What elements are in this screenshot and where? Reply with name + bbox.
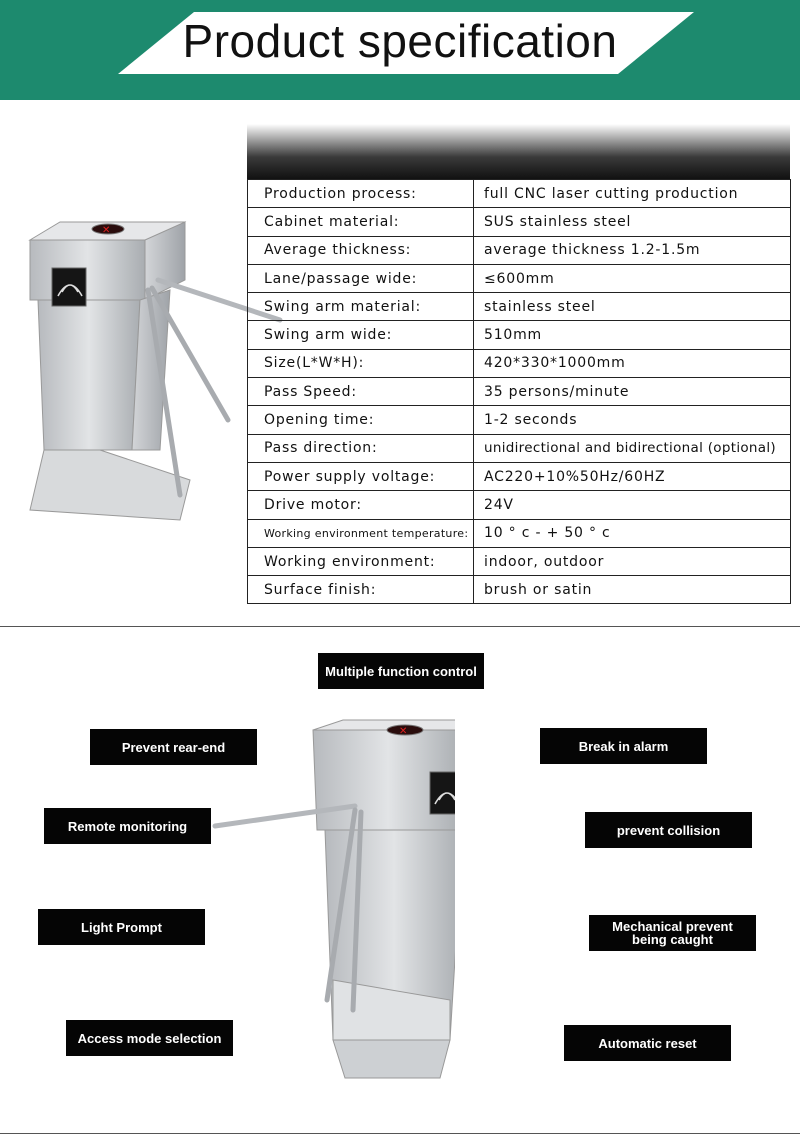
spec-label: Production process: [248,180,474,208]
spec-value: stainless steel [474,293,791,321]
spec-row [248,236,791,264]
label-prevent-rear-end: Prevent rear-end [90,729,257,765]
section-divider [0,626,800,627]
spec-label: Size(L*W*H): [248,349,474,377]
turnstile-image-bottom [205,710,455,1080]
spec-label: Pass Speed: [248,378,474,406]
spec-value: full CNC laser cutting production [474,180,791,208]
label-mechanical-prevent: Mechanical prevent being caught [589,915,756,951]
spec-row [248,547,791,575]
spec-value: ≤600mm [474,264,791,292]
spec-label: Surface finish: [248,576,474,604]
spec-value: unidirectional and bidirectional (optional) [474,434,791,462]
spec-row [248,349,791,377]
spec-row [248,378,791,406]
spec-row [248,293,791,321]
spec-label: Swing arm material: [248,293,474,321]
label-multiple-function-control: Multiple function control [318,653,484,689]
svg-text:✕: ✕ [399,726,408,737]
spec-value: 24V [474,491,791,519]
spec-row [248,576,791,604]
spec-row [248,180,791,208]
spec-value: 1-2 seconds [474,406,791,434]
spec-label: Working environment temperature: [248,519,474,547]
spec-row [248,264,791,292]
spec-label: Swing arm wide: [248,321,474,349]
spec-row [248,491,791,519]
spec-value: indoor, outdoor [474,547,791,575]
page-title: Product specification [182,15,618,67]
spec-label: Opening time: [248,406,474,434]
bottom-divider [0,1133,800,1134]
spec-label: Lane/passage wide: [248,264,474,292]
spec-label: Pass direction: [248,434,474,462]
label-prevent-collision: prevent collision [585,812,752,848]
spec-value: 35 persons/minute [474,378,791,406]
spec-table-header-bar [247,124,790,179]
spec-row [248,208,791,236]
spec-label: Average thickness: [248,236,474,264]
label-access-mode-selection: Access mode selection [66,1020,233,1056]
spec-value: AC220+10%50Hz/60HZ [474,462,791,490]
label-break-in-alarm: Break in alarm [540,728,707,764]
spec-row [248,462,791,490]
spec-label: Drive motor: [248,491,474,519]
label-automatic-reset: Automatic reset [564,1025,731,1061]
spec-table [247,179,791,604]
spec-value: 510mm [474,321,791,349]
spec-row [248,434,791,462]
label-light-prompt: Light Prompt [38,909,205,945]
svg-text:✕: ✕ [102,225,111,236]
spec-label: Power supply voltage: [248,462,474,490]
spec-value: brush or satin [474,576,791,604]
spec-row [248,519,791,547]
spec-table-container [247,124,790,604]
spec-value: 420*330*1000mm [474,349,791,377]
spec-value: SUS stainless steel [474,208,791,236]
spec-row [248,406,791,434]
spec-row [248,321,791,349]
spec-value: average thickness 1.2-1.5m [474,236,791,264]
spec-value: 10 ° c - + 50 ° c [474,519,791,547]
spec-label: Cabinet material: [248,208,474,236]
label-remote-monitoring: Remote monitoring [44,808,211,844]
spec-label: Working environment: [248,547,474,575]
